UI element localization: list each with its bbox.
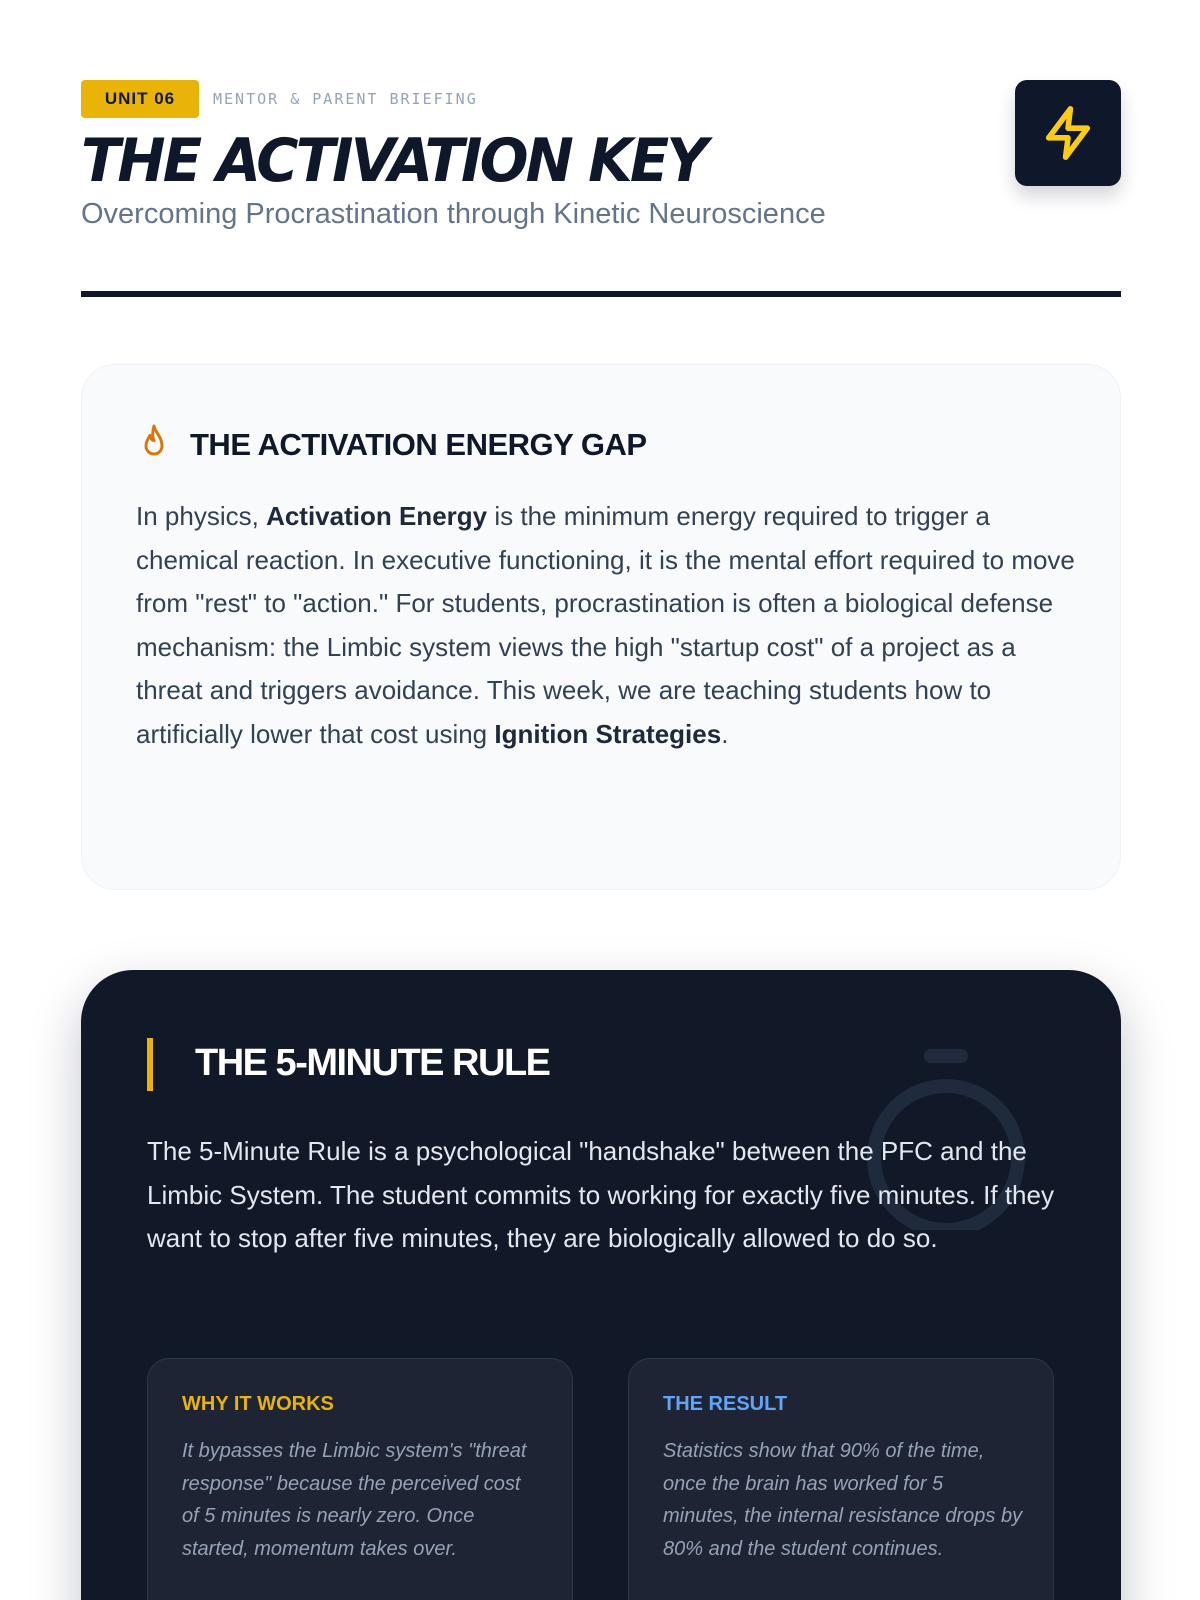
briefing-label: MENTOR & PARENT BRIEFING [213,90,478,108]
unit-badge: UNIT 06 [81,80,199,118]
why-it-works-title: WHY IT WORKS [182,1393,334,1415]
card-title: THE ACTIVATION ENERGY GAP [190,426,647,462]
accent-bar [147,1038,153,1091]
card-body: In physics, Activation Energy is the minimum energy required to trigger a chemical reaction. In executive functioning, it is the mental effort required to move from "rest" to "action." For students, procrastination is often a biological defense mechanism: the Limbic system views the high "startup cost" of a project as a threat and triggers avoidance. This week, we are teaching students how to artificially lower that cost using Ignition Strategies. [136,501,1075,749]
ignition-strategies-term: Ignition Strategies [494,718,722,749]
unit-row [81,80,1121,118]
result-title: THE RESULT [663,1393,788,1415]
page-header [81,80,1121,230]
activation-energy-term: Activation Energy [266,501,488,531]
page-title: THE ACTIVATION KEY [81,126,706,196]
card-heading [138,423,647,466]
activation-energy-card [81,364,1121,890]
header-divider [81,291,1121,297]
five-minute-rule-card [81,970,1121,1600]
page-subtitle: Overcoming Procrastination through Kinetic Neuroscience [81,198,826,230]
flame-icon [138,423,170,466]
result-card [628,1358,1054,1600]
lightning-bolt-icon [1015,80,1121,186]
why-it-works-text: It bypasses the Limbic system's "threat response" because the perceived cost of 5 minutes is nearly zero. Once started, momentum takes over. [182,1440,527,1560]
rule-body: The 5-Minute Rule is a psychological "handshake" between the PFC and the Limbic System. The student commits to working for exactly five minutes. If they want to stop after five minutes, they are biologically allowed to do so. [147,1136,1054,1253]
rule-title: THE 5-MINUTE RULE [195,1042,550,1084]
why-it-works-card [147,1358,573,1600]
result-text: Statistics show that 90% of the time, once the brain has worked for 5 minutes, the internal resistance drops by 80% and the student continues. [663,1440,1023,1560]
